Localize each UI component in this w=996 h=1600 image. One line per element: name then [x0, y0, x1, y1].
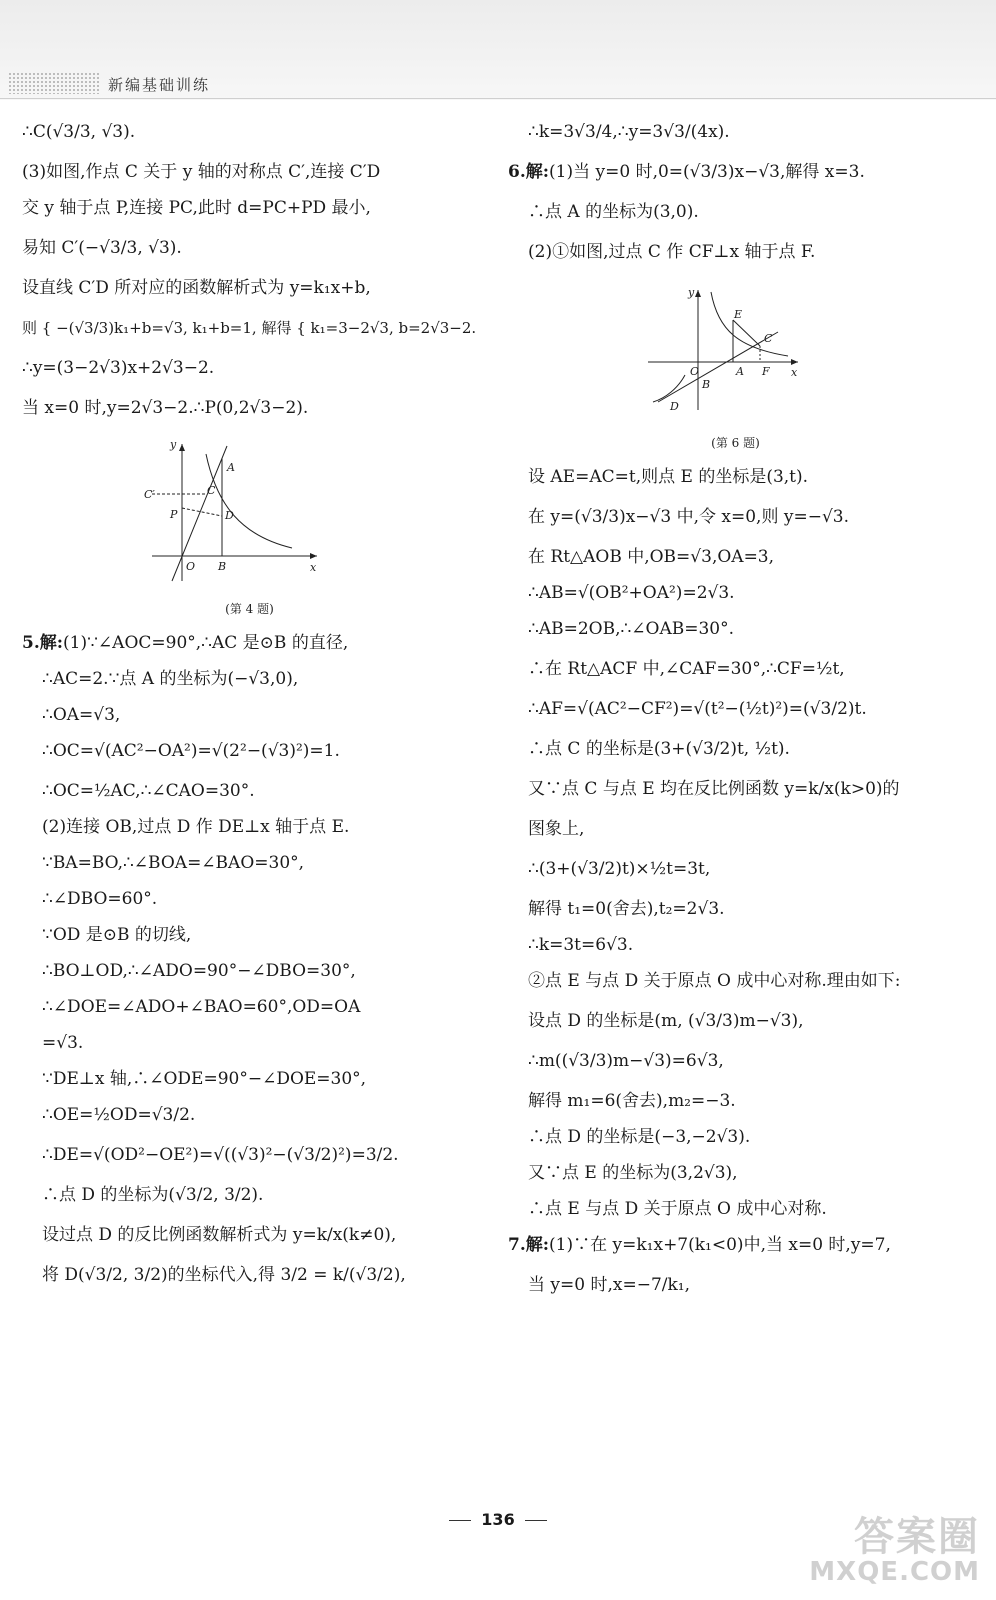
footer-dash-right [525, 1520, 547, 1521]
problem-6 [508, 160, 963, 264]
solution-line: ∴点 C 的坐标是(3+(√3/2)t, ½t). [528, 739, 790, 759]
label-B: B [218, 560, 227, 573]
right-column [508, 120, 963, 1313]
solution-line: ∴点 D 的坐标为(√3/2, 3/2). [42, 1185, 264, 1205]
solution-line: 易知 C′(−√3/3, √3). [22, 238, 182, 258]
solution-line: ∴∠DBO=60°. [42, 889, 158, 909]
solution-line: ∵OD 是⊙B 的切线, [42, 925, 192, 945]
solution-line: ∴点 A 的坐标为(3,0). [528, 202, 699, 222]
solution-line: ∴OC=√(AC²−OA²)=√(2²−(√3)²)=1. [42, 741, 340, 761]
solution-line: ∴C(√3/3, √3). [22, 122, 136, 142]
label-y: y [170, 438, 177, 451]
label-A: A [227, 461, 235, 474]
solution-line: 解得 t₁=0(舍去),t₂=2√3. [528, 899, 725, 919]
solution-line: ∴(3+(√3/2)t)×½t=3t, [528, 859, 711, 879]
solution-line: ∴∠DOE=∠ADO+∠BAO=60°,OD=OA [42, 997, 361, 1017]
solution-line: ∴k=3√3/4,∴y=3√3/(4x). [528, 122, 730, 142]
solution-line: ∴AC=2.∵点 A 的坐标为(−√3,0), [42, 669, 299, 689]
solution-line: (3)如图,作点 C 关于 y 轴的对称点 C′,连接 C′D [22, 162, 381, 182]
solution-line: 将 D(√3/2, 3/2)的坐标代入,得 3/2 = k/(√3/2), [42, 1265, 406, 1285]
solution-text: (1)∵在 y=k₁x+7(k₁<0)中,当 x=0 时,y=7, [549, 1235, 891, 1255]
solution-line: ∴DE=√(OD²−OE²)=√((√3)²−(√3/2)²)=3/2. [42, 1145, 399, 1165]
problem-number: 5. [22, 633, 40, 653]
header-title: 新编基础训练 [108, 76, 211, 94]
figure-4-graph [22, 436, 477, 596]
solution-line: ∴点 D 的坐标是(−3,−2√3). [528, 1127, 751, 1147]
solution-line: ∴OC=½AC,∴∠CAO=30°. [42, 781, 255, 801]
label-x: x [310, 561, 317, 574]
label-O: O [690, 365, 700, 378]
figure-6-caption: (第 6 题) [711, 436, 760, 450]
solution-line [508, 1233, 963, 1257]
solution-line: ∴BO⊥OD,∴∠ADO=90°−∠DBO=30°, [42, 961, 356, 981]
label-D: D [225, 509, 234, 522]
figure-4 [22, 436, 477, 617]
label-C: C [207, 484, 216, 497]
problem-number: 7. [508, 1235, 526, 1255]
solution-line: ∴OA=√3, [42, 705, 121, 725]
solution-line: ∵DE⊥x 轴,∴∠ODE=90°−∠DOE=30°, [42, 1069, 367, 1089]
label-x: x [791, 366, 798, 379]
label-B: B [702, 378, 711, 391]
solution-line: 设点 D 的坐标是(m, (√3/3)m−√3), [528, 1011, 804, 1031]
solution-line: 解得 m₁=6(舍去),m₂=−3. [528, 1091, 736, 1111]
solution-line: ∴AF=√(AC²−CF²)=√(t²−(½t)²)=(√3/2)t. [528, 699, 867, 719]
footer-dash-left [449, 1520, 471, 1521]
solution-line: ∴m((√3/3)m−√3)=6√3, [528, 1051, 724, 1071]
solution-line: ∴AB=2OB,∴∠OAB=30°. [528, 619, 735, 639]
figure-6 [508, 280, 963, 451]
solution-line: ∴点 E 与点 D 关于原点 O 成中心对称. [528, 1199, 827, 1219]
solution-line: 图象上, [528, 819, 585, 839]
problem-number: 6. [508, 162, 526, 182]
solution-line: 又∵点 C 与点 E 均在反比例函数 y=k/x(k>0)的 [528, 779, 900, 799]
solution-line [22, 631, 477, 655]
label-E: E [734, 308, 743, 321]
solution-line: ∴在 Rt△ACF 中,∠CAF=30°,∴CF=½t, [528, 659, 845, 679]
label-A: A [736, 365, 744, 378]
problem-6-continued [508, 465, 963, 1221]
left-column [22, 120, 477, 1303]
solution-line: 在 y=(√3/3)x−√3 中,令 x=0,则 y=−√3. [528, 507, 849, 527]
watermark-logo: 答案圈 [854, 1514, 980, 1560]
solution-lead: 解: [525, 1235, 550, 1255]
label-C-prime: C′ [144, 488, 155, 501]
solution-line: 设过点 D 的反比例函数解析式为 y=k/x(k≠0), [42, 1225, 397, 1245]
watermark-site: MXQE.COM [809, 1557, 980, 1587]
solution-line: 设 AE=AC=t,则点 E 的坐标是(3,t). [528, 467, 809, 487]
solution-line: =√3. [42, 1033, 84, 1053]
solution-line: 当 y=0 时,x=−7/k₁, [528, 1275, 691, 1295]
label-F: F [762, 365, 770, 378]
label-P: P [170, 508, 178, 521]
solution-line: ∴y=(3−2√3)x+2√3−2. [22, 358, 215, 378]
header-dot-pattern [8, 72, 100, 94]
solution-line: 交 y 轴于点 P,连接 PC,此时 d=PC+PD 最小, [22, 198, 371, 218]
solution-line: (2)连接 OB,过点 D 作 DE⊥x 轴于点 E. [42, 817, 350, 837]
solution-line: 又∵点 E 的坐标为(3,2√3), [528, 1163, 738, 1183]
figure-6-graph [508, 280, 963, 430]
solution-line: ∴AB=√(OB²+OA²)=2√3. [528, 583, 735, 603]
solution-line: 当 x=0 时,y=2√3−2.∴P(0,2√3−2). [22, 398, 309, 418]
figure-4-caption: (第 4 题) [225, 602, 274, 616]
page-number: 136 [481, 1510, 515, 1529]
solution-line: ∵BA=BO,∴∠BOA=∠BAO=30°, [42, 853, 305, 873]
page-header [0, 0, 996, 100]
solution-line: (2)①如图,过点 C 作 CF⊥x 轴于点 F. [528, 242, 816, 262]
label-C: C [764, 332, 773, 345]
solution-line: ②点 E 与点 D 关于原点 O 成中心对称.理由如下: [528, 971, 901, 991]
solution-line: ∴k=3t=6√3. [528, 935, 634, 955]
header-rule [0, 98, 996, 99]
solution-line: 设直线 C′D 所对应的函数解析式为 y=k₁x+b, [22, 278, 371, 298]
label-y: y [688, 286, 695, 299]
watermark [764, 1505, 984, 1595]
label-D: D [670, 400, 679, 413]
solution-line: 在 Rt△AOB 中,OB=√3,OA=3, [528, 547, 775, 567]
solution-line [508, 160, 963, 184]
problem-5 [22, 631, 477, 1287]
solution-lead: 解: [525, 162, 550, 182]
label-O: O [186, 560, 196, 573]
solution-lead: 解: [39, 633, 64, 653]
equation-system: 则 { −(√3/3)k₁+b=√3, k₁+b=1, 解得 { k₁=3−2√3, b=2√3−2. [22, 319, 477, 337]
solution-text: (1)∵∠AOC=90°,∴AC 是⊙B 的直径, [63, 633, 349, 653]
solution-line: ∴OE=½OD=√3/2. [42, 1105, 196, 1125]
solution-text: (1)当 y=0 时,0=(√3/3)x−√3,解得 x=3. [549, 162, 865, 182]
problem-7 [508, 1233, 963, 1297]
